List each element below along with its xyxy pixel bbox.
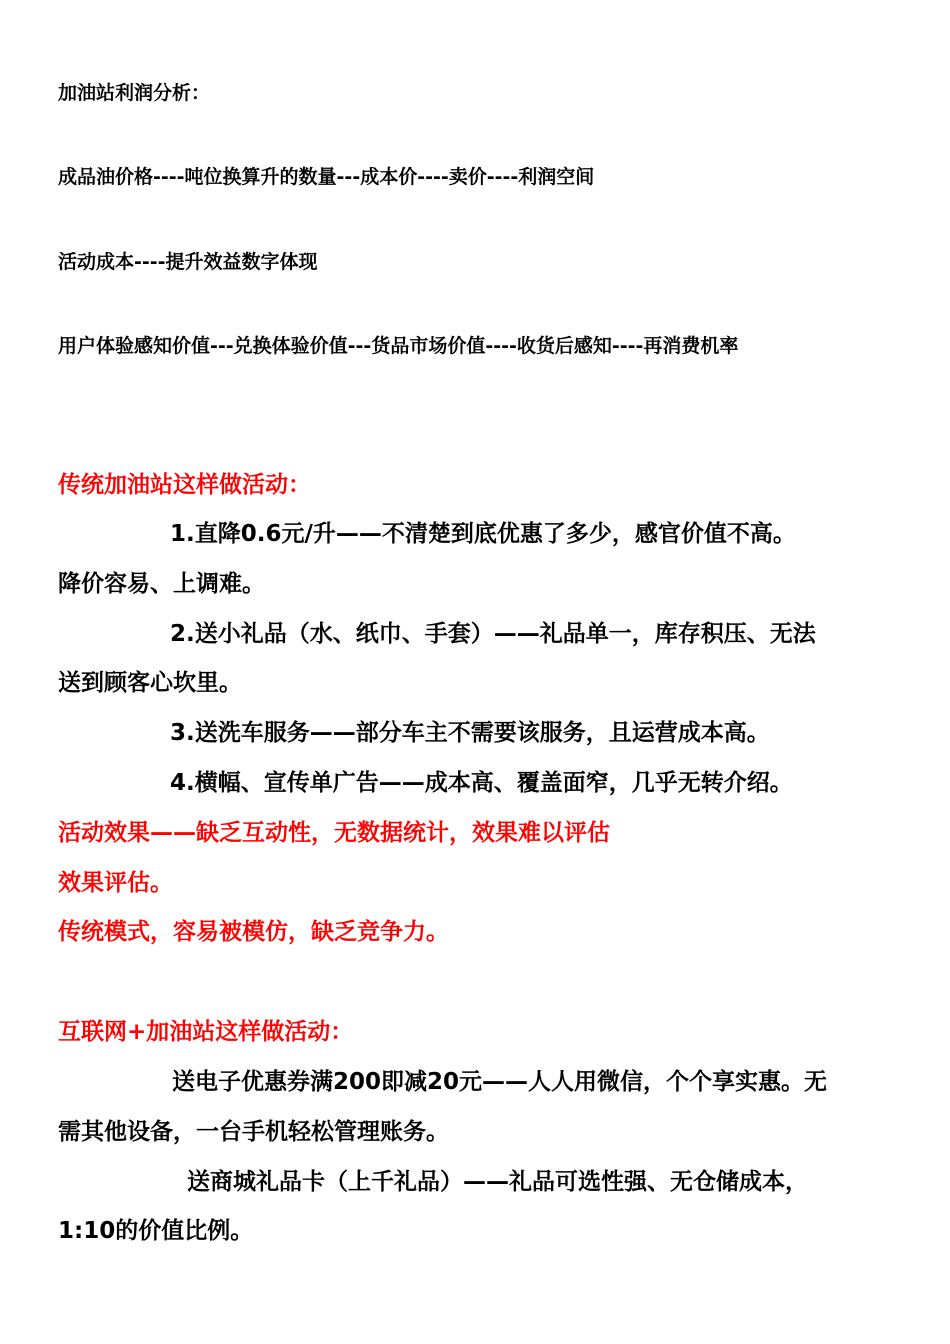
traditional-item-1-cont: 降价容易、上调难。 [58,571,265,597]
internet-item-2: 送商城礼品卡（上千礼品）——礼品可选性强、无仓储成本， [187,1169,808,1195]
analysis-line-price: 成品油价格----吨位换算升的数量---成本价----卖价----利润空间 [58,166,595,188]
internet-heading: 互联网+加油站这样做活动： [58,1019,354,1045]
traditional-item-3: 3.送洗车服务——部分车主不需要该服务，且运营成本高。 [170,720,770,746]
analysis-line-value: 用户体验感知价值---兑换体验价值---货品市场价值----收货后感知----再消费机率 [58,335,739,357]
traditional-item-2: 2.送小礼品（水、纸巾、手套）——礼品单一，库存积压、无法 [170,621,816,647]
traditional-item-2-cont: 送到顾客心坎里。 [58,670,242,696]
traditional-effect: 活动效果——缺乏互动性，无数据统计，效果难以评估 [58,820,610,846]
traditional-effect-cont: 效果评估。 [58,870,173,896]
internet-item-2-cont: 1:10的价值比例。 [58,1218,254,1244]
analysis-line-cost: 活动成本----提升效益数字体现 [58,251,318,273]
traditional-heading: 传统加油站这样做活动： [58,472,311,498]
traditional-mode-note: 传统模式，容易被模仿，缺乏竞争力。 [58,919,449,945]
internet-item-1-cont: 需其他设备，一台手机轻松管理账务。 [58,1119,449,1145]
traditional-item-4: 4.横幅、宣传单广告——成本高、覆盖面窄，几乎无转介绍。 [170,770,793,796]
traditional-item-1: 1.直降0.6元/升——不清楚到底优惠了多少，感官价值不高。 [170,521,796,547]
internet-item-1: 送电子优惠券满200即减20元——人人用微信，个个享实惠。无 [172,1069,828,1095]
analysis-heading: 加油站利润分析： [58,82,211,104]
